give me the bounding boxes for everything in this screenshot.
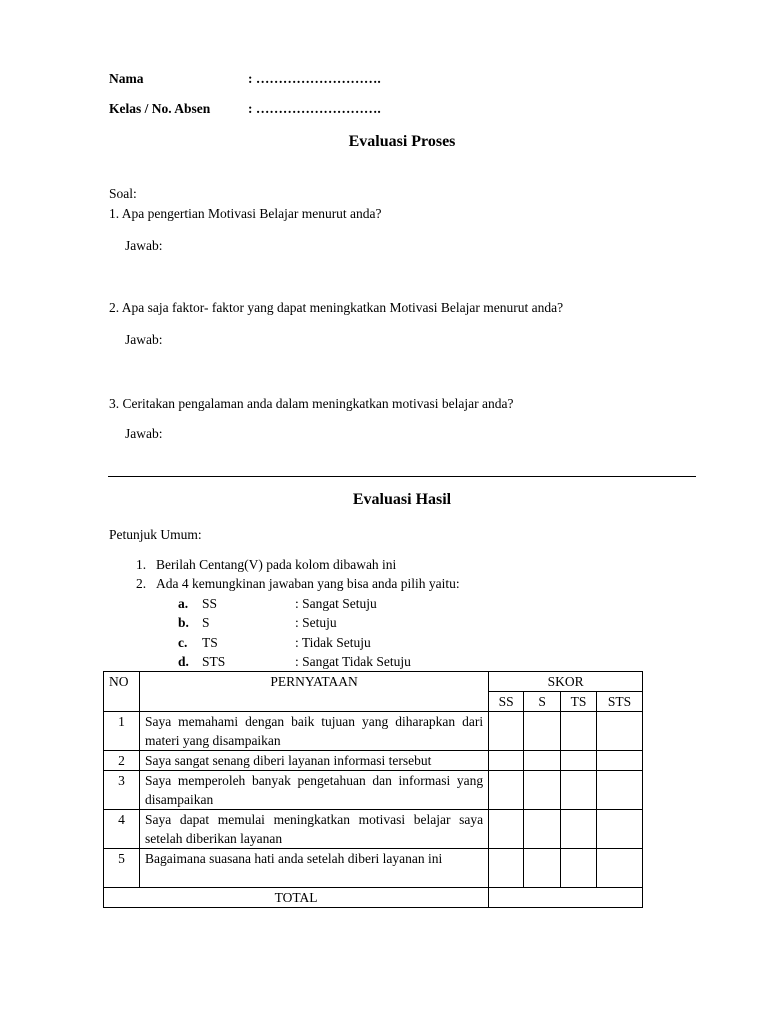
option-b-code: S [202, 615, 210, 630]
petunjuk-label: Petunjuk Umum: [109, 527, 202, 542]
checkbox-sts[interactable] [597, 751, 643, 771]
checkbox-sts[interactable] [597, 849, 643, 888]
checkbox-ss[interactable] [489, 751, 524, 771]
instruction-1-num: 1. [136, 557, 147, 572]
evaluasi-hasil-title: Evaluasi Hasil [352, 491, 452, 508]
checkbox-ss[interactable] [489, 849, 524, 888]
row-no: 2 [104, 751, 140, 771]
row-statement: Bagaimana suasana hati anda setelah diberi layanan ini [139, 849, 488, 888]
row-no: 3 [104, 771, 140, 810]
total-value-cell[interactable] [489, 888, 643, 908]
option-c-letter: c. [178, 635, 188, 650]
table-row [104, 810, 643, 849]
table-header-row [104, 672, 643, 692]
section-divider [108, 476, 696, 477]
checkbox-ss[interactable] [489, 771, 524, 810]
soal-label: Soal: [109, 186, 137, 201]
total-label: TOTAL [104, 888, 489, 908]
instruction-2-text: Ada 4 kemungkinan jawaban yang bisa anda pilih yaitu: [156, 576, 460, 591]
checkbox-ss[interactable] [489, 712, 524, 751]
checkbox-s[interactable] [524, 771, 561, 810]
nama-field[interactable]: : ………………………. [248, 71, 381, 86]
checkbox-s[interactable] [524, 712, 561, 751]
question-3: 3. Ceritakan pengalaman anda dalam meningkatkan motivasi belajar anda? [109, 396, 514, 411]
checkbox-s[interactable] [524, 810, 561, 849]
option-b-meaning: : Setuju [295, 615, 337, 630]
answer-2-label: Jawab: [125, 332, 163, 347]
answer-3-label: Jawab: [125, 426, 163, 441]
table-row [104, 771, 643, 810]
header-ts: TS [561, 692, 597, 712]
checkbox-ts[interactable] [561, 771, 597, 810]
header-skor: SKOR [489, 672, 643, 692]
question-1: 1. Apa pengertian Motivasi Belajar menurut anda? [109, 206, 382, 221]
checkbox-ts[interactable] [561, 751, 597, 771]
table-total-row [104, 888, 643, 908]
kelas-label: Kelas / No. Absen [109, 101, 211, 116]
table-row [104, 849, 643, 888]
checkbox-sts[interactable] [597, 712, 643, 751]
checkbox-s[interactable] [524, 751, 561, 771]
instruction-1-text: Berilah Centang(V) pada kolom dibawah ini [156, 557, 397, 572]
nama-label: Nama [109, 71, 144, 86]
option-c-code: TS [202, 635, 218, 650]
option-d-code: STS [202, 654, 226, 669]
row-statement: Saya sangat senang diberi layanan informasi tersebut [139, 751, 488, 771]
questionnaire-table [103, 671, 643, 908]
option-b-letter: b. [178, 615, 189, 630]
header-no: NO [104, 672, 140, 712]
header-ss: SS [489, 692, 524, 712]
checkbox-ss[interactable] [489, 810, 524, 849]
row-no: 5 [104, 849, 140, 888]
table-row [104, 712, 643, 751]
checkbox-sts[interactable] [597, 810, 643, 849]
option-a-meaning: : Sangat Setuju [295, 596, 377, 611]
checkbox-ts[interactable] [561, 712, 597, 751]
row-no: 1 [104, 712, 140, 751]
checkbox-s[interactable] [524, 849, 561, 888]
row-statement: Saya memperoleh banyak pengetahuan dan informasi yang disampaikan [139, 771, 488, 810]
table-row [104, 751, 643, 771]
row-statement: Saya dapat memulai meningkatkan motivasi belajar saya setelah diberikan layanan [139, 810, 488, 849]
checkbox-ts[interactable] [561, 810, 597, 849]
option-a-code: SS [202, 596, 218, 611]
instruction-2-num: 2. [136, 576, 147, 591]
option-c-meaning: : Tidak Setuju [295, 635, 371, 650]
answer-1-label: Jawab: [125, 238, 163, 253]
checkbox-sts[interactable] [597, 771, 643, 810]
row-statement: Saya memahami dengan baik tujuan yang diharapkan dari materi yang disampaikan [139, 712, 488, 751]
option-d-meaning: : Sangat Tidak Setuju [295, 654, 411, 669]
header-sts: STS [597, 692, 643, 712]
option-d-letter: d. [178, 654, 189, 669]
option-a-letter: a. [178, 596, 189, 611]
question-2: 2. Apa saja faktor- faktor yang dapat meningkatkan Motivasi Belajar menurut anda? [109, 300, 564, 315]
row-no: 4 [104, 810, 140, 849]
header-s: S [524, 692, 561, 712]
checkbox-ts[interactable] [561, 849, 597, 888]
header-pernyataan: PERNYATAAN [139, 672, 488, 712]
kelas-field[interactable]: : ………………………. [248, 101, 381, 116]
evaluasi-proses-title: Evaluasi Proses [348, 133, 456, 150]
